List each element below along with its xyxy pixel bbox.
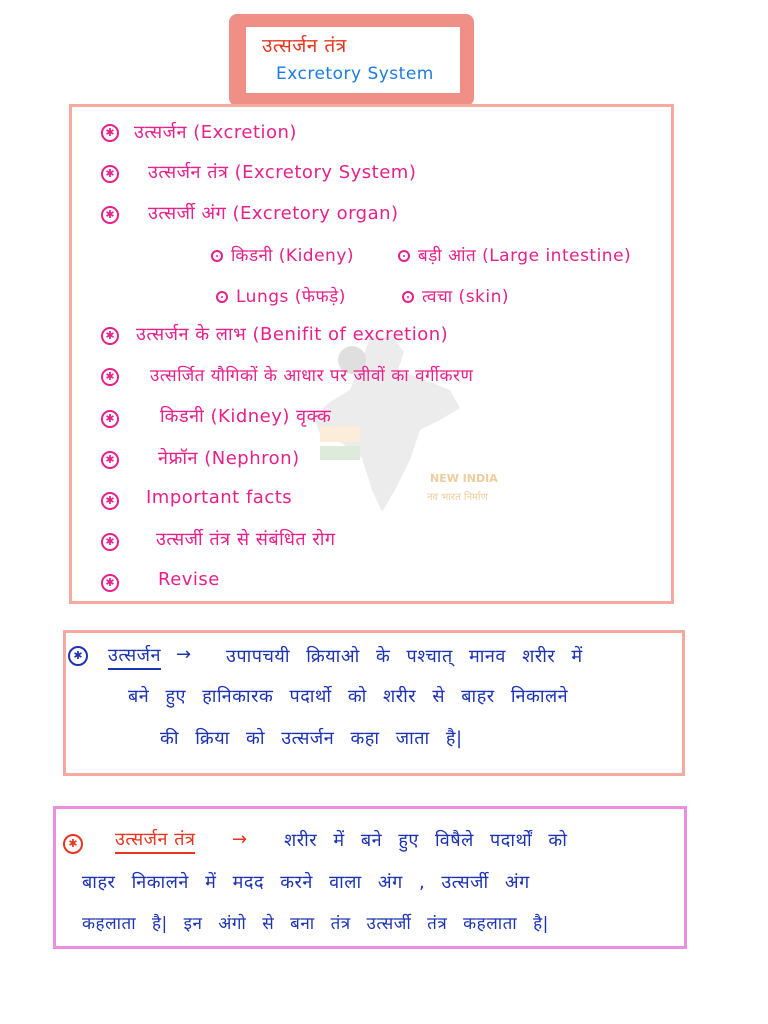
definition-line: बाहर निकालने में मदद करने वाला अंग , उत्सर्जी अंग <box>82 872 530 893</box>
organ-item: Lungs (फेफड़े) <box>216 284 346 307</box>
arrow-right-icon: → <box>232 829 248 850</box>
bullet-star-icon: ✱ <box>101 368 119 386</box>
organ-item: त्वचा (skin) <box>402 284 509 307</box>
bullet-star-icon: ✱ <box>101 206 119 224</box>
bullet-star-icon: ✱ <box>68 646 88 666</box>
index-item: उत्सर्जी अंग (Excretory organ) <box>148 203 399 224</box>
bullet-star-icon: ✱ <box>101 165 119 183</box>
definition-term: उत्सर्जन तंत्र <box>115 827 195 854</box>
arrow-right-icon: → <box>176 644 192 665</box>
circle-dot-icon <box>398 250 410 262</box>
index-item: उत्सर्जन तंत्र (Excretory System) <box>148 162 417 183</box>
organ-item: किडनी (Kideny) <box>211 243 354 266</box>
bullet-star-icon: ✱ <box>101 533 119 551</box>
bullet-star-icon: ✱ <box>63 834 83 854</box>
bullet-star-icon: ✱ <box>101 451 119 469</box>
definition-line: शरीर में बने हुए विषैले पदार्थों को <box>284 830 568 851</box>
index-item: उत्सर्जन (Excretion) <box>134 122 297 143</box>
index-item: किडनी (Kidney) वृक्क <box>160 406 332 427</box>
organ-item: बड़ी आंत (Large intestine) <box>398 243 631 266</box>
index-item: उत्सर्जित यौगिकों के आधार पर जीवों का वर्गीकरण <box>150 366 474 386</box>
circle-dot-icon <box>402 291 414 303</box>
title-hindi: उत्सर्जन तंत्र <box>262 35 347 57</box>
index-item: उत्सर्जी तंत्र से संबंधित रोग <box>156 529 336 550</box>
bullet-star-icon: ✱ <box>101 574 119 592</box>
index-item: Important facts <box>146 487 293 508</box>
definition-term: उत्सर्जन <box>108 643 161 670</box>
circle-dot-icon <box>216 291 228 303</box>
watermark-subtitle: नव भारत निर्माण <box>427 492 488 503</box>
bullet-star-icon: ✱ <box>101 492 119 510</box>
definition-line: उपापचयी क्रियाओ के पश्चात् मानव शरीर में <box>226 646 583 667</box>
bullet-star-icon: ✱ <box>101 327 119 345</box>
bullet-star-icon: ✱ <box>101 410 119 428</box>
index-item: उत्सर्जन के लाभ (Benifit of excretion) <box>136 324 449 345</box>
definition-line: की क्रिया को उत्सर्जन कहा जाता है| <box>160 728 463 749</box>
bullet-star-icon: ✱ <box>101 124 119 142</box>
watermark-title: NEW INDIA <box>430 472 498 485</box>
definition-line: बने हुए हानिकारक पदार्थो को शरीर से बाहर निकालने <box>128 686 569 707</box>
definition-line: कहलाता है| इन अंगो से बना तंत्र उत्सर्जी तंत्र कहलाता है| <box>82 914 549 934</box>
title-english: Excretory System <box>276 64 434 84</box>
index-item: नेफ्रॉन (Nephron) <box>158 448 300 469</box>
index-item: Revise <box>158 569 220 590</box>
circle-dot-icon <box>211 250 223 262</box>
